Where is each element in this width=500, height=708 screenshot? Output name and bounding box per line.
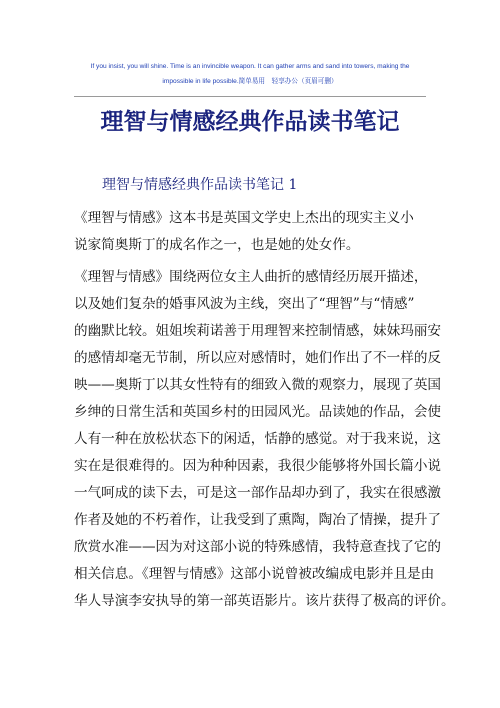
header-quote-cn: 简单易用 轻享办公（页眉可删） xyxy=(238,77,338,85)
document-title: 理智与情感经典作品读书笔记 xyxy=(100,109,400,135)
paragraph-line: 说家简奥斯丁的成名作之一，也是她的处女作。 xyxy=(74,237,360,253)
paragraph-line: 乡绅的日常生活和英国乡村的田园风光。品读她的作品，会使 xyxy=(74,404,442,420)
section-heading: 理智与情感经典作品读书笔记 1 xyxy=(102,177,298,193)
paragraph-line: 的幽默比较。姐姐埃莉诺善于用理智来控制情感，妹妹玛丽安 xyxy=(74,323,442,339)
paragraph-line: 以及她们复杂的婚事风波为主线，突出了“理智”与“情感” xyxy=(74,296,415,312)
paragraph-line: 欣赏水准——因为对这部小说的特殊感情，我特意查找了它的 xyxy=(74,539,442,555)
paragraph-line: 的感情却毫无节制，所以应对感情时，她们作出了不一样的反 xyxy=(74,350,442,366)
header-divider xyxy=(74,96,426,97)
paragraph-line: 作者及她的不朽着作，让我受到了熏陶，陶冶了情操，提升了 xyxy=(74,512,442,528)
paragraph-2 xyxy=(74,264,455,615)
paragraph-line: 相关信息。《理智与情感》这部小说曾被改编成电影并且是由 xyxy=(74,566,435,582)
paragraph-line: 人有一种在放松状态下的闲适，恬静的感觉。对于我来说，这 xyxy=(74,431,442,447)
paragraph-line: 《理智与情感》这本书是英国文学史上杰出的现实主义小 xyxy=(74,210,414,226)
paragraph-line: 华人导演李安执导的第一部英语影片。该片获得了极高的评价。 xyxy=(74,593,455,609)
paragraph-line: 一气呵成的读下去，可是这一部作品却办到了，我实在很感激 xyxy=(74,485,442,501)
header-quote-line1: If you insist, you will shine. Time is an invincible weapon. It can gather arms and sand into towers, making the xyxy=(90,63,410,70)
paragraph-line: 《理智与情感》围绕两位女主人曲折的感情经历展开描述， xyxy=(74,269,428,285)
paragraph-line: 实在是很难得的。因为种种因素，我很少能够将外国长篇小说 xyxy=(74,458,442,474)
paragraph-1 xyxy=(74,205,434,259)
paragraph-line: 映——奥斯丁以其女性特有的细致入微的观察力，展现了英国 xyxy=(74,377,442,393)
page-header xyxy=(60,60,440,89)
header-quote-line2-en: impossible in life possible. xyxy=(162,78,239,85)
header-quote-line2 xyxy=(60,74,440,89)
